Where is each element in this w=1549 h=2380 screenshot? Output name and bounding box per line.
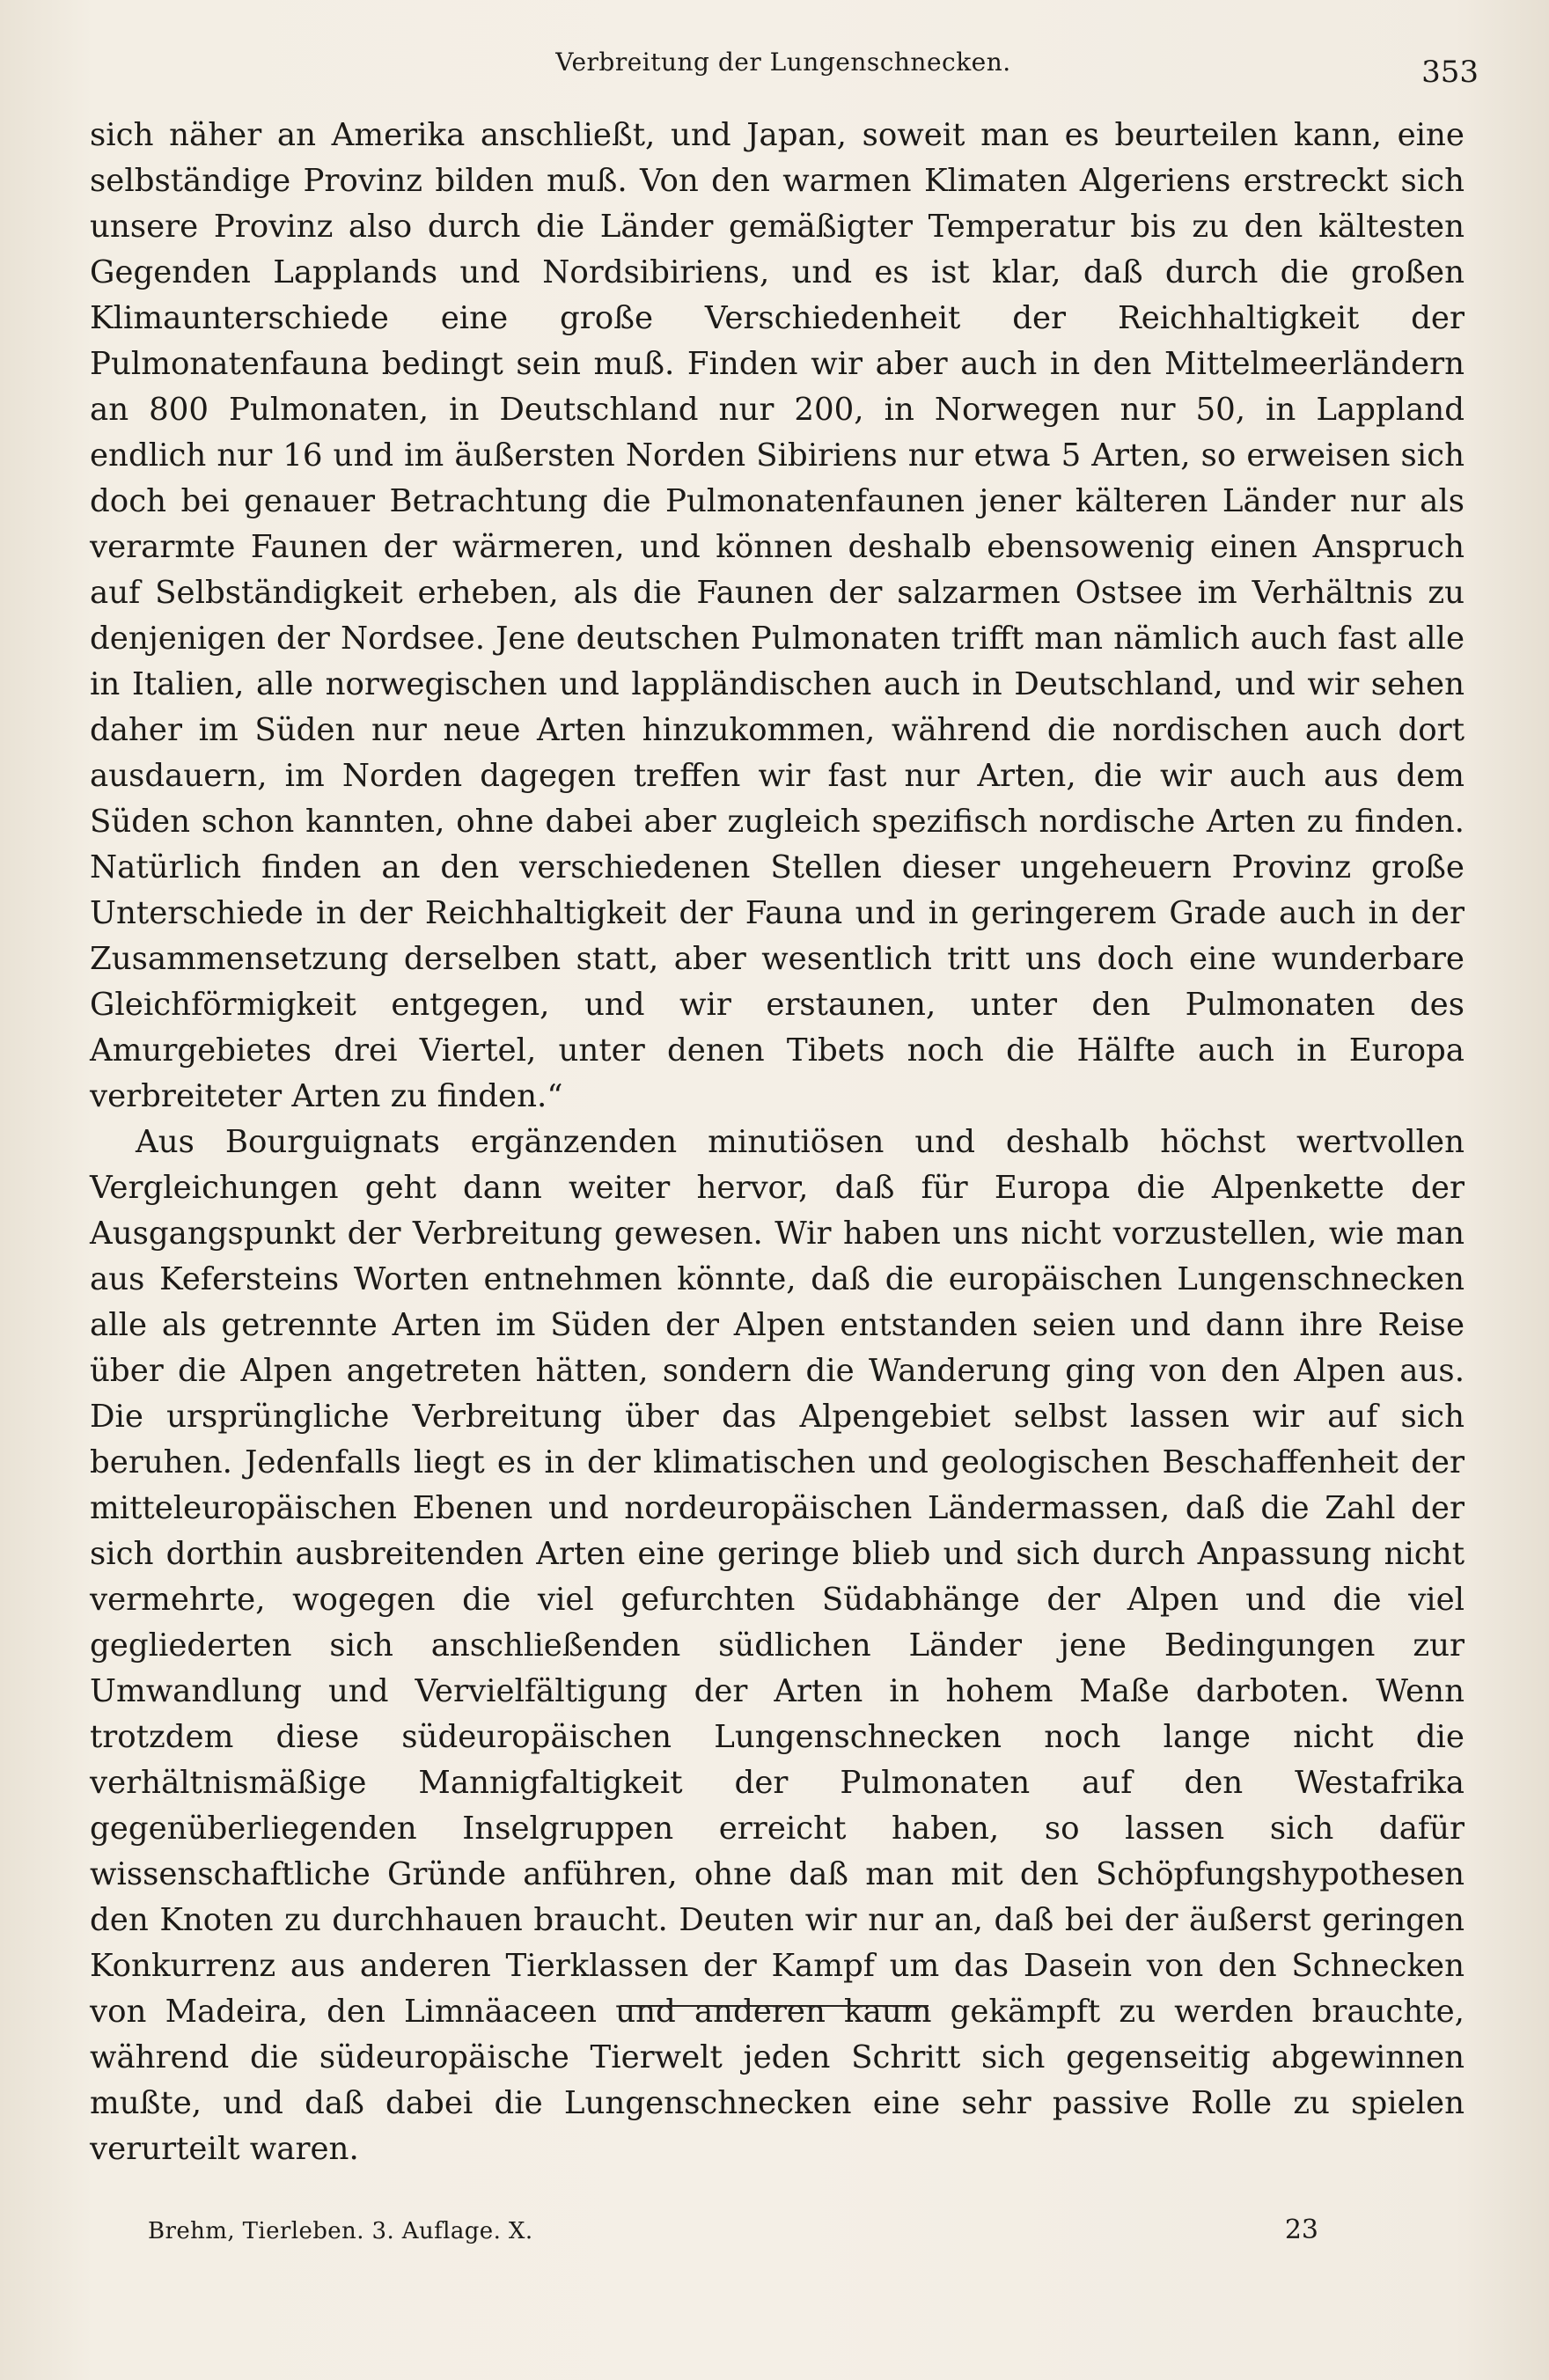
running-head [88, 42, 1479, 90]
paragraph-2: Aus Bourguignats ergänzenden minutiösen und deshalb höchst wertvollen Vergleichungen geht dann weiter hervor, daß für Europa die Alpenkette der Ausgangspunkt der Verbreitung gewesen. Wir haben uns nicht vorzustellen, wie man aus Kefersteins Worten entnehmen könnte, daß die europäischen Lungenschnecken alle als getrennte Arten im Süden der Alpen entstanden seien und dann ihre Reise über die Alpen angetreten hätten, sondern die Wanderung ging von den Alpen aus. Die ursprüngliche Verbreitung über das Alpengebiet selbst lassen wir auf sich beruhen. Jedenfalls liegt es in der klimatischen und geologischen Beschaffenheit der mitteleuropäischen Ebenen und nordeuropäischen Ländermassen, daß die Zahl der sich dorthin ausbreitenden Arten eine geringe blieb und sich durch Anpassung nicht vermehrte, wogegen die viel gefurchten Südabhänge der Alpen und die viel gegliederten sich anschließenden südlichen Länder jene Bedingungen zur Umwandlung und Vervielfältigung der Arten in hohem Maße darboten. Wenn trotzdem diese südeuropäischen Lungenschnecken noch lange nicht die verhältnismäßige Mannigfaltigkeit der Pulmonaten auf den Westafrika gegenüberliegenden Inselgruppen erreicht haben, so lassen sich dafür wissenschaftliche Gründe anführen, ohne daß man mit den Schöpfungshypothesen den Knoten zu durchhauen braucht. Deuten wir nur an, daß bei der äußerst geringen Konkurrenz aus anderen Tierklassen der Kampf um das Dasein von den Schnecken von Madeira, den Limnäaceen und anderen kaum gekämpft zu werden brauchte, während die südeuropäische Tierwelt jeden Schritt sich gegenseitig abgewinnen mußte, und daß dabei die Lungenschnecken eine sehr passive Rolle zu spielen verurteilt waren. [90, 1124, 1465, 2167]
running-title: Verbreitung der Lungenschnecken. [555, 48, 1011, 77]
page-footer [148, 2215, 1318, 2253]
footer-signature: Brehm, Tierleben. 3. Auflage. X. [148, 2218, 533, 2244]
footer-sheet-number: 23 [1284, 2215, 1318, 2245]
page-number: 353 [1421, 55, 1479, 90]
body-text [90, 113, 1465, 2172]
paragraph-1: sich näher an Amerika anschließt, und Japan, soweit man es beurteilen kann, eine selbständige Provinz bilden muß. Von den warmen Klimaten Algeriens erstreckt sich unsere Provinz also durch die Länder gemäßigter Temperatur bis zu den kältesten Gegenden Lapplands und Nordsibiriens, und es ist klar, daß durch die großen Klimaunterschiede eine große Verschiedenheit der Reichhaltigkeit der Pulmonatenfauna bedingt sein muß. Finden wir aber auch in den Mittelmeerländern an 800 Pulmonaten, in Deutschland nur 200, in Norwegen nur 50, in Lappland endlich nur 16 und im äußersten Norden Sibiriens nur etwa 5 Arten, so erweisen sich doch bei genauer Betrachtung die Pulmonatenfaunen jener kälteren Länder nur als verarmte Faunen der wärmeren, und können deshalb ebensowenig einen Anspruch auf Selbständigkeit erheben, als die Faunen der salzarmen Ostsee im Verhältnis zu denjenigen der Nordsee. Jene deutschen Pulmonaten trifft man nämlich auch fast alle in Italien, alle norwegischen und lappländischen auch in Deutschland, und wir sehen daher im Süden nur neue Arten hinzukommen, während die nordischen auch dort ausdauern, im Norden dagegen treffen wir fast nur Arten, die wir auch aus dem Süden schon kannten, ohne dabei aber zugleich spezifisch nordische Arten zu finden. Natürlich finden an den verschiedenen Stellen dieser ungeheuern Provinz große Unterschiede in der Reichhaltigkeit der Fauna und in geringerem Grade auch in der Zusammensetzung derselben statt, aber wesentlich tritt uns doch eine wunderbare Gleichförmigkeit entgegen, und wir erstaunen, unter den Pulmonaten des Amurgebietes drei Viertel, unter denen Tibets noch die Hälfte auch in Europa verbreiteter Arten zu finden.“ [90, 117, 1465, 1114]
section-separator-rule [620, 2005, 929, 2007]
